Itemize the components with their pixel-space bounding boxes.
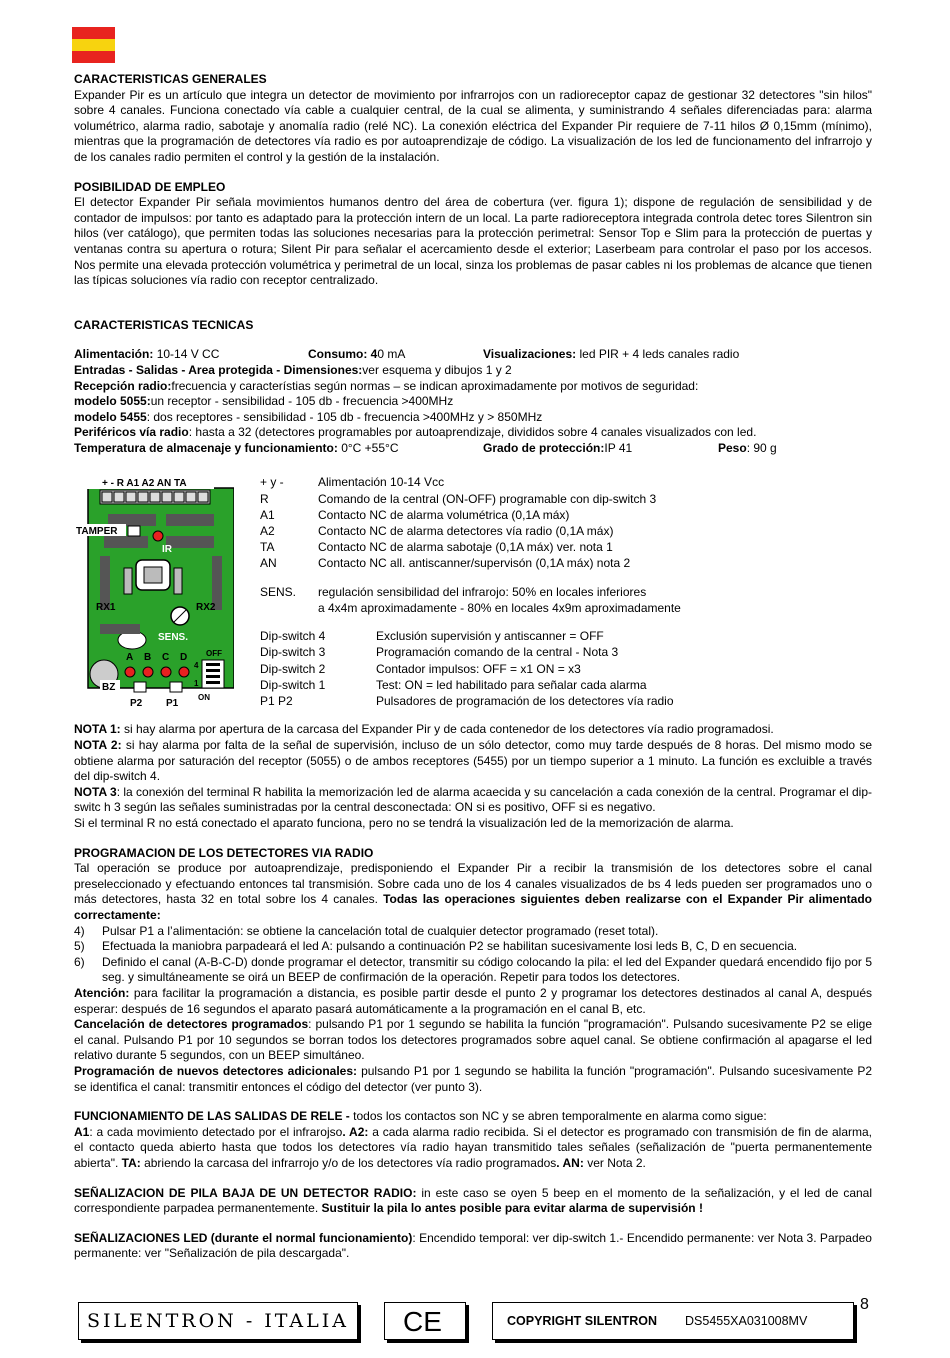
- ir-label: IR: [162, 544, 172, 556]
- legend-key: A2: [260, 524, 275, 539]
- rx1-label: RX1: [96, 602, 116, 614]
- spec-row: Periféricos vía radio : hasta a 32 (detectores programables por autoaprendizaje, divididos sobre 4 canales visualizados con led.: [74, 425, 757, 440]
- led-b-label: B: [144, 652, 152, 664]
- legend-row: [260, 474, 872, 490]
- list-item: 4) Pulsar P1 a l’alimentación: se obtiene la cancelación total de cualquier detector programado (reset total).: [74, 923, 659, 938]
- svg-text:CE: CE: [403, 1306, 442, 1336]
- page-number: 8: [860, 1296, 869, 1313]
- legend-row: [260, 523, 872, 539]
- dip-row: [260, 677, 872, 693]
- dip-row: [260, 644, 872, 660]
- dip-row: [260, 628, 872, 644]
- legend-value: Alimentación 10-14 Vcc: [318, 475, 445, 490]
- buzzer-label: BZ: [102, 682, 116, 694]
- legend-value: Contacto NC de alarma sabotaje (0,1A máx) ver. nota 1: [318, 540, 613, 555]
- legend-key: SENS.: [260, 584, 297, 599]
- rx2-label: RX2: [196, 602, 216, 614]
- p2-label: P2: [130, 698, 143, 710]
- brand-box: [78, 1302, 358, 1340]
- ce-mark-box: [384, 1302, 466, 1340]
- legend-key: Dip-switch 2: [260, 661, 326, 676]
- legend-value: regulación sensibilidad del infrarojo: 50% en locales inferiores: [318, 584, 647, 599]
- legend-key: Dip-switch 1: [260, 677, 326, 692]
- legend-row: [260, 491, 872, 507]
- legend-value: Pulsadores de programación de los detectores vía radio: [376, 693, 674, 708]
- copyright-box: [492, 1302, 854, 1340]
- on-label: ON: [198, 693, 210, 703]
- section-text: Tal operación se produce por autoaprendizaje, predisponiendo el Expander Pir a recibir la transmisión de los detectores sobre el canal preseleccionado y efectuando entonces tal transmisión. Sobre cada uno de los 4 canales visualizados de bs 4 leds pueden ser programados uno o más detectores, hasta 32 en total sobre los 4 canales. Todas las operaciones siguientes deben realizarse con el Expander Pir alimentado correctamente:: [74, 861, 872, 922]
- legend-value: Contador impulsos: OFF = x1 ON = x3: [376, 661, 581, 676]
- step-list: [74, 924, 872, 986]
- legend-key: AN: [260, 556, 277, 571]
- dip-row: [260, 661, 872, 677]
- section-title: CARACTERISTICAS GENERALES: [74, 72, 267, 86]
- off-label: OFF: [206, 649, 222, 659]
- spec-row: modelo 5455 : dos receptores - sensibilidad - 105 db - frecuencia >400MHz y > 850MHz: [74, 409, 543, 424]
- legend-key: TA: [260, 540, 275, 555]
- note: NOTA 3: la conexión del terminal R habilita la memorización led de alarma acaecida y su cancelación a cada conexión de la central. Programar el dip-switc h 3 según las señales suministradas por la central desconectada: ON si es positivo, OFF si es negativo.: [74, 784, 872, 815]
- legend-key: P1 P2: [260, 693, 293, 708]
- spec-row: Temperatura de almacenaje y funcionamiento: 0°C +55°C Grado de protección:IP 41 Peso: 90 g: [74, 440, 777, 455]
- section-text: SEÑALIZACIONES LED (durante el normal funcionamiento): Encendido temporal: ver dip-switch 1.- Encendido permanente: ver Nota 3. Parpadeo permanente: ver "Señalización de pila descargada".: [74, 1230, 872, 1261]
- section-text: Atención: para facilitar la programación a distancia, es posible partir desde el punto 2 y programar los detectores destinados al canal A, después esperar: después de 16 segundos el aparato pasará automáticamente a la programación en el canal B, etc.: [74, 985, 872, 1016]
- legend-value: Contacto NC de alarma detectores vía radio (0,1A máx): [318, 524, 614, 539]
- sens-label: SENS.: [158, 632, 189, 644]
- spec-row: Entradas - Salidas - Area protegida - Dimensiones: ver esquema y dibujos 1 y 2: [74, 362, 512, 377]
- legend-row: [260, 555, 872, 571]
- led-d-label: D: [180, 652, 188, 664]
- ce-mark-icon: [400, 1306, 450, 1336]
- document-body: [74, 72, 872, 1262]
- note: NOTA 1: si hay alarma por apertura de la carcasa del Expander Pir y de cada contenedor de los detectores vía radio programadosi.: [74, 722, 774, 737]
- spec-row: Alimentación: 10-14 V CC Consumo: 40 mA Visualizaciones: led PIR + 4 leds canales radio: [74, 347, 740, 362]
- terminal-labels: + - R A1 A2 AN TA: [102, 478, 187, 490]
- section-text: SEÑALIZACION DE PILA BAJA DE UN DETECTOR RADIO: in este caso se oyen 5 beep en el momento de la señalización, y el led de canal correspondiente parpadea permanentemente. Sustituir la pila lo antes posible para evitar alarma de supervisión !: [74, 1185, 873, 1216]
- list-item: 5) Efectuada la maniobra parpadeará el led A: pulsando a continuación P2 se habilitan sucesivamente losi leds B, C, D en secuencia.: [74, 939, 798, 954]
- section-text: Programación de nuevos detectores adicionales: pulsando P1 por 1 segundo se habilita la función "programación". Pulsando sucesivamente P2 se identifica el canal: transmitir entonces el código del detector (ver punto 3).: [74, 1063, 872, 1094]
- brand-label: SILENTRON - ITALIA: [86, 1310, 350, 1332]
- section-title: POSIBILIDAD DE EMPLEO: [74, 179, 226, 194]
- board-diagram: [74, 474, 234, 710]
- copyright-label: COPYRIGHT SILENTRON: [507, 1314, 658, 1328]
- dip-row: [260, 693, 872, 709]
- legend-value: Programación comando de la central - Nota 3: [376, 645, 619, 660]
- note: NOTA 2: si hay alarma por falta de la señal de supervisión, incluso de un sólo detector, como muy tarde después de 8 horas. Del mismo modo se obtiene alarma por saturación del receptor (5055) o de ambos receptores (5455) por un tiempo superior a 1 minuto. La función es excluible a través del dip-switch 4.: [74, 738, 872, 784]
- list-item: 6) Definido el canal (A-B-C-D) donde programar el detector, transmitir su código colocando la pila: el led del Expander quedará encendido fijo por 5 seg. y simultáneamente se oirá un BEEP de confirmación de la operación. Repetir para todos los detectores.: [74, 954, 872, 985]
- led-a-label: A: [126, 652, 134, 664]
- p1-label: P1: [166, 698, 179, 710]
- legend-value: Exclusión supervisión y antiscanner = OFF: [376, 629, 604, 644]
- section-title: CARACTERISTICAS TECNICAS: [74, 317, 254, 332]
- legend-value: Comando de la central (ON-OFF) programable con dip-switch 3: [318, 491, 657, 506]
- note: Si el terminal R no está conectado el aparato funciona, pero no se tendrá la visualización led de la memorización de alarma.: [74, 816, 734, 831]
- section-title: PROGRAMACION DE LOS DETECTORES VIA RADIO: [74, 845, 374, 860]
- led-c-label: C: [162, 652, 170, 664]
- legend-value: Test: ON = led habilitado para señalar cada alarma: [376, 677, 647, 692]
- section-text: El detector Expander Pir señala movimientos humanos dentro del área de cobertura (ver. figura 1); dispone de regulación de sensibilidad y de contador de impulsos: por tanto es adaptado para la protección intern de un local. La parte radioreceptora integrada controla detec tores Silentron sin hilos (ver catálogo), que permiten todas las soluciones necesarias para la protección perimetral: Sensor Top e Slim para la protección de puertas y ventanas contra su apertura o rotura; Silent Pir para señalar el acercamiento desde el exterior; Laserbeam para controlar el paso por los accesos. Nos permite una elevada protección volumétrica y perimetral de un local, sinza los problemas de pasar cables ni los problemas de alcance que tienen las típicas soluciones vía radio con receptor centralizado.: [74, 195, 872, 288]
- legend-value: a 4x4m aproximadamente - 80% en locales 4x9m aproximadamente: [318, 600, 681, 615]
- spanish-flag: [72, 27, 115, 63]
- dip-num-label: 1: [194, 679, 199, 689]
- document-code: DS5455XA031008MV: [685, 1314, 808, 1328]
- legend-value: Contacto NC all. antiscanner/supervisón (0,1A máx) nota 2: [318, 556, 631, 571]
- section-text: Expander Pir es un artículo que integra un detector de movimiento por infrarrojos con un radioreceptor capaz de gestionar 32 detectores "sin hilos" sobre 4 canales. Funciona conectado vía cable a cualquier central, de la cual se alimenta, y suministrando 4 señales diferenciadas para: alarma volumétrico, alarma radio, sabotaje y anomalía radio (relé NC). La conexión eléctrica del Expander Pir requiere de 7-11 hilos Ø 0,15mm (mínimo), mientras que la programación de detectores vía radio es por autoaprendizaje de código. La visualización de los led de funcionamento del infrarrojo y de los canales radio permiten el control y la gestión de la instalación.: [74, 87, 872, 164]
- section-text: A1: a cada movimiento detectado por el infrarojso. A2: a cada alarma radio recibida. Si el detector es programado con transmisión de fin de alarma, el contacto queda abierto hasta que todos los detectores vía radio hayan transmitido tales señales (señalización de "puerta permanentemente abierta". TA: abriendo la carcasa del infrarrojo y/o de los detectores vía radio programados. AN: ver Nota 2.: [74, 1124, 873, 1170]
- legend-row: [260, 539, 872, 555]
- legend-key: R: [260, 491, 269, 506]
- legend-key: A1: [260, 507, 275, 522]
- tamper-label: TAMPER: [76, 526, 118, 538]
- legend-value: Contacto NC de alarma volumétrica (0,1A máx): [318, 507, 570, 522]
- section-text: Cancelación de detectores programados: pulsando P1 por 1 segundo se habilita la función "programación". Pulsando sucesivamente P2 se elige el canal. Pulsando P1 por 10 segundos se borran todos los detectores programados sobre aquel canal. Se obtiene confirmación al apagarse el led relativo durante 5 segundos, con un BEEP simultáneo.: [74, 1017, 872, 1063]
- terminal-legend: [260, 474, 872, 718]
- legend-key: Dip-switch 3: [260, 645, 326, 660]
- dip-num-label: 4: [194, 661, 199, 671]
- spec-row: Recepción radio: frecuencia y característias según normas – se indican aproximadamente por motivos de seguridad:: [74, 378, 699, 393]
- legend-key: + y -: [260, 475, 284, 490]
- section-text: FUNCIONAMIENTO DE LAS SALIDAS DE RELE - todos los contactos son NC y se abren temporalmente en alarma como sigue:: [74, 1109, 767, 1124]
- legend-row: [260, 507, 872, 523]
- spec-row: modelo 5055: un receptor - sensibilidad - 105 db - frecuencia >400MHz: [74, 394, 454, 409]
- legend-key: Dip-switch 4: [260, 629, 326, 644]
